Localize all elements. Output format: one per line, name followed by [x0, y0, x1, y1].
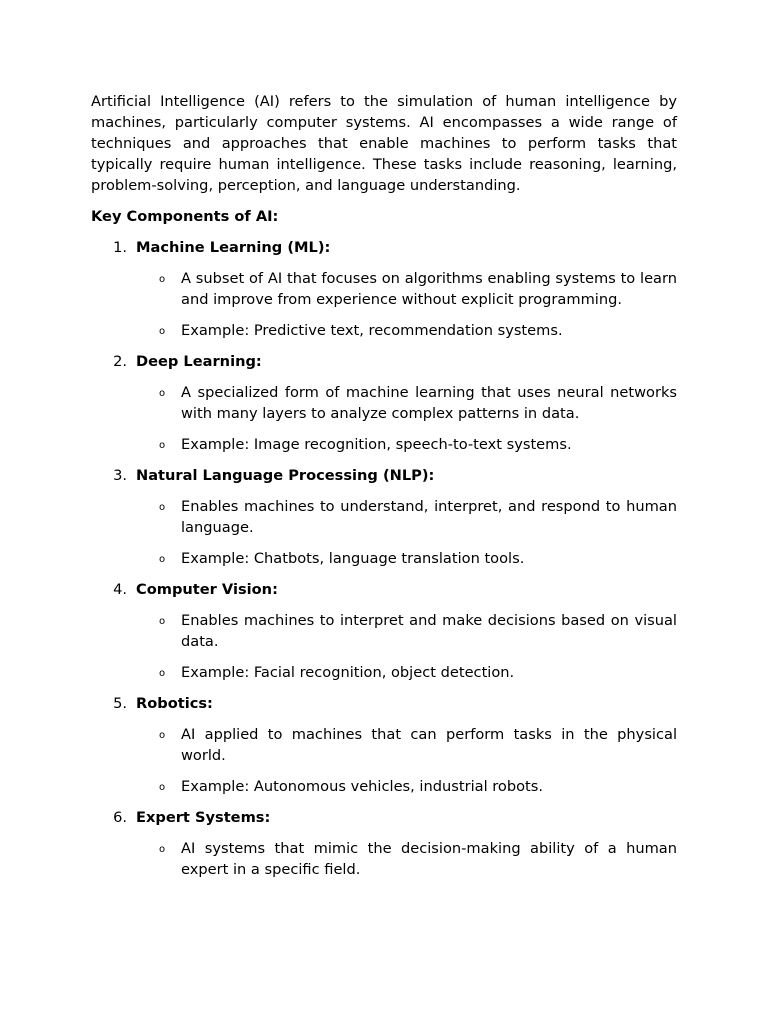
document-page — [91, 91, 677, 890]
component-title-row — [91, 579, 677, 600]
sub-list-item — [91, 320, 677, 341]
hollow-bullet-icon: o — [159, 326, 166, 337]
component-title-row — [91, 465, 677, 486]
sub-list-item — [91, 838, 677, 880]
sub-item-text: Example: Image recognition, speech-to-text systems. — [181, 436, 572, 453]
component-item — [91, 807, 677, 880]
sub-item-text: Enables machines to interpret and make decisions based on visual data. — [181, 612, 677, 650]
hollow-bullet-icon: o — [159, 782, 166, 793]
hollow-bullet-icon: o — [159, 274, 166, 285]
sub-item-text: AI systems that mimic the decision-making ability of a human expert in a specific field. — [181, 840, 677, 878]
sub-list-item — [91, 548, 677, 569]
component-title: Computer Vision: — [136, 581, 278, 598]
sub-list-item — [91, 268, 677, 310]
sub-list-item — [91, 496, 677, 538]
component-title-row — [91, 807, 677, 828]
sub-list-item — [91, 610, 677, 652]
sub-list — [91, 838, 677, 880]
list-number: 2. — [113, 353, 127, 370]
hollow-bullet-icon: o — [159, 668, 166, 679]
sub-list-item — [91, 662, 677, 683]
sub-item-text: Example: Autonomous vehicles, industrial robots. — [181, 778, 544, 795]
component-item — [91, 237, 677, 341]
component-title-row — [91, 351, 677, 372]
hollow-bullet-icon: o — [159, 440, 166, 451]
sub-item-text: Example: Facial recognition, object detection. — [181, 664, 515, 681]
sub-list — [91, 268, 677, 341]
sub-list-item — [91, 382, 677, 424]
component-item — [91, 351, 677, 455]
hollow-bullet-icon: o — [159, 388, 166, 399]
component-title: Expert Systems: — [136, 809, 271, 826]
hollow-bullet-icon: o — [159, 730, 166, 741]
sub-item-text: Example: Chatbots, language translation tools. — [181, 550, 525, 567]
component-title: Natural Language Processing (NLP): — [136, 467, 435, 484]
components-list — [91, 237, 677, 880]
hollow-bullet-icon: o — [159, 554, 166, 565]
list-number: 5. — [113, 695, 127, 712]
component-item — [91, 465, 677, 569]
component-title: Machine Learning (ML): — [136, 239, 331, 256]
sub-list — [91, 382, 677, 455]
component-item — [91, 579, 677, 683]
sub-list — [91, 610, 677, 683]
hollow-bullet-icon: o — [159, 502, 166, 513]
hollow-bullet-icon: o — [159, 844, 166, 855]
sub-item-text: Example: Predictive text, recommendation systems. — [181, 322, 563, 339]
component-title-row — [91, 693, 677, 714]
sub-item-text: Enables machines to understand, interpret, and respond to human language. — [181, 498, 677, 536]
sub-list-item — [91, 434, 677, 455]
intro-paragraph: Artificial Intelligence (AI) refers to the simulation of human intelligence by machines, particularly computer systems. AI encompasses a wide range of techniques and approaches that enable machines to perform tasks that typically require human intelligence. These tasks include reasoning, learning, problem-solving, perception, and language understanding. — [91, 93, 677, 194]
sub-list-item — [91, 724, 677, 766]
component-title: Robotics: — [136, 695, 213, 712]
list-number: 4. — [113, 581, 127, 598]
component-item — [91, 693, 677, 797]
component-title-row — [91, 237, 677, 258]
sub-item-text: A specialized form of machine learning that uses neural networks with many layers to analyze complex patterns in data. — [181, 384, 677, 422]
sub-list — [91, 496, 677, 569]
hollow-bullet-icon: o — [159, 616, 166, 627]
sub-item-text: AI applied to machines that can perform tasks in the physical world. — [181, 726, 677, 764]
section-heading: Key Components of AI: — [91, 208, 279, 225]
list-number: 3. — [113, 467, 127, 484]
component-title: Deep Learning: — [136, 353, 262, 370]
sub-item-text: A subset of AI that focuses on algorithms enabling systems to learn and improve from experience without explicit programming. — [181, 270, 677, 308]
list-number: 6. — [113, 809, 127, 826]
list-number: 1. — [113, 239, 127, 256]
sub-list-item — [91, 776, 677, 797]
sub-list — [91, 724, 677, 797]
